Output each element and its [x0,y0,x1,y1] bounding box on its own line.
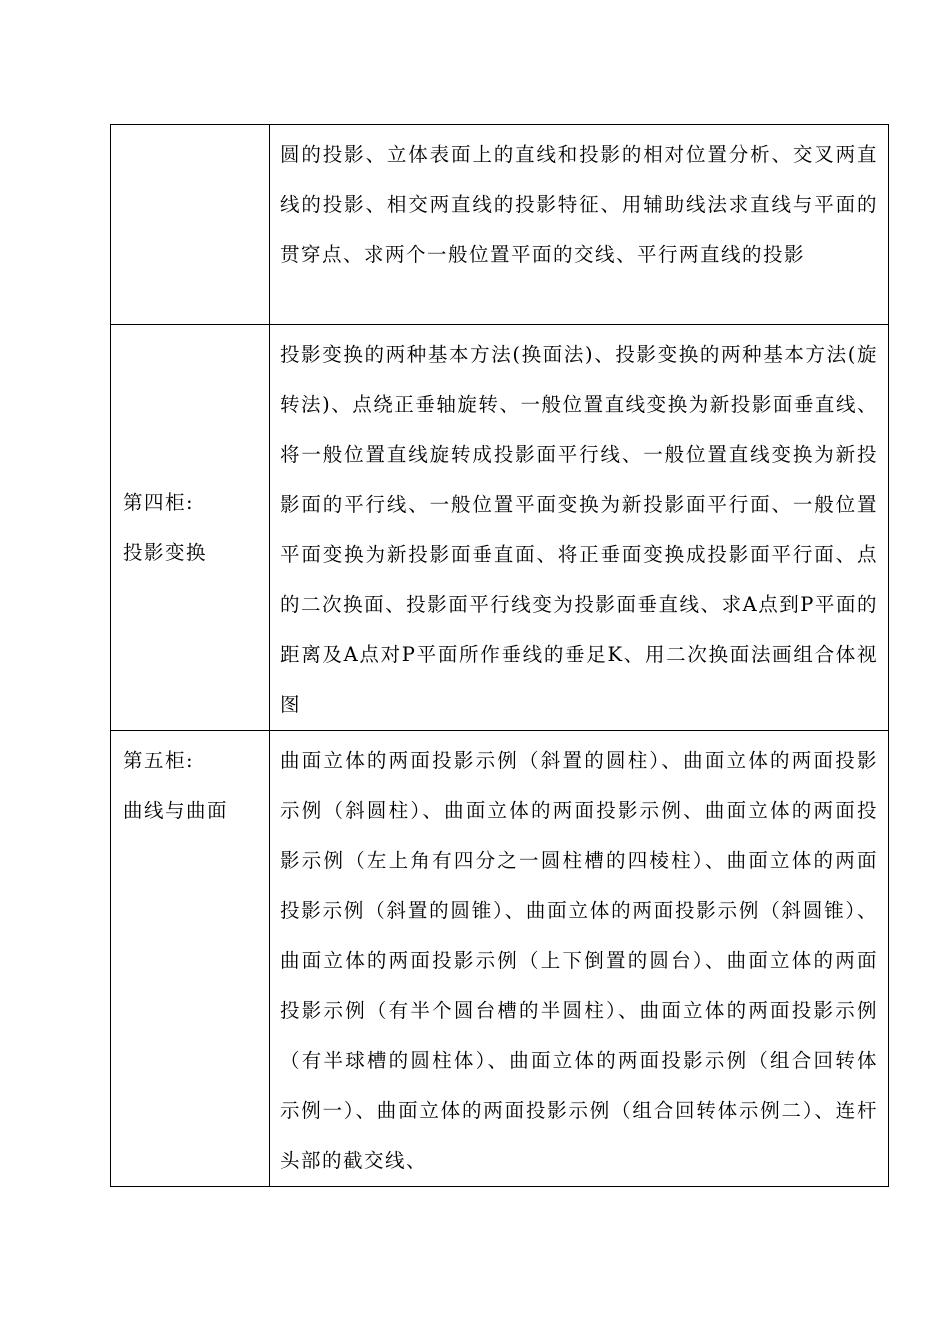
table-row [111,125,889,325]
cabinet-number: 第五柜: [123,749,195,772]
exhibit-table [110,124,889,1187]
cabinet-number: 第四柜: [123,490,195,514]
cabinet-label [111,478,269,578]
cabinet-label-cell [111,125,270,325]
exhibit-list-cell [270,325,889,731]
cabinet-label-cell [111,731,270,1187]
cabinet-label-cell [111,325,270,731]
cabinet-topic: 投影变换 [123,540,208,564]
table-row [111,325,889,731]
exhibit-list-cell [270,731,889,1187]
exhibit-list-text: 圆的投影、立体表面上的直线和投影的相对位置分析、交叉两直线的投影、相交两直线的投影特征、用辅助线法求直线与平面的贯穿点、求两个一般位置平面的交线、平行两直线的投影 [280,143,878,266]
exhibit-list-text: 曲面立体的两面投影示例（斜置的圆柱）、曲面立体的两面投影示例（斜圆柱）、曲面立体的两面投影示例、曲面立体的两面投影示例（左上角有四分之一圆柱槽的四棱柱）、曲面立体的两面投影示例（斜置的圆锥）、曲面立体的两面投影示例（斜圆锥）、曲面立体的两面投影示例（上下倒置的圆台）、曲面立体的两面投影示例（有半个圆台槽的半圆柱）、曲面立体的两面投影示例（有半球槽的圆柱体）、曲面立体的两面投影示例（组合回转体示例一）、曲面立体的两面投影示例（组合回转体示例二）、连杆头部的截交线、 [280,749,878,1172]
cabinet-label [111,731,269,836]
table-row [111,731,889,1187]
exhibit-list-cell [270,125,889,325]
cabinet-topic: 曲线与曲面 [123,799,229,822]
exhibit-list-text: 投影变换的两种基本方法(换面法)、投影变换的两种基本方法(旋转法)、点绕正垂轴旋转、一般位置直线变换为新投影面垂直线、将一般位置直线旋转成投影面平行线、一般位置直线变换为新投影面的平行线、一般位置平面变换为新投影面平行面、一般位置平面变换为新投影面垂直面、将正垂面变换成投影面平行面、点的二次换面、投影面平行线变为投影面垂直线、求A点到P平面的距离及A点对P平面所作垂线的垂足K、用二次换面法画组合体视图 [280,343,878,716]
